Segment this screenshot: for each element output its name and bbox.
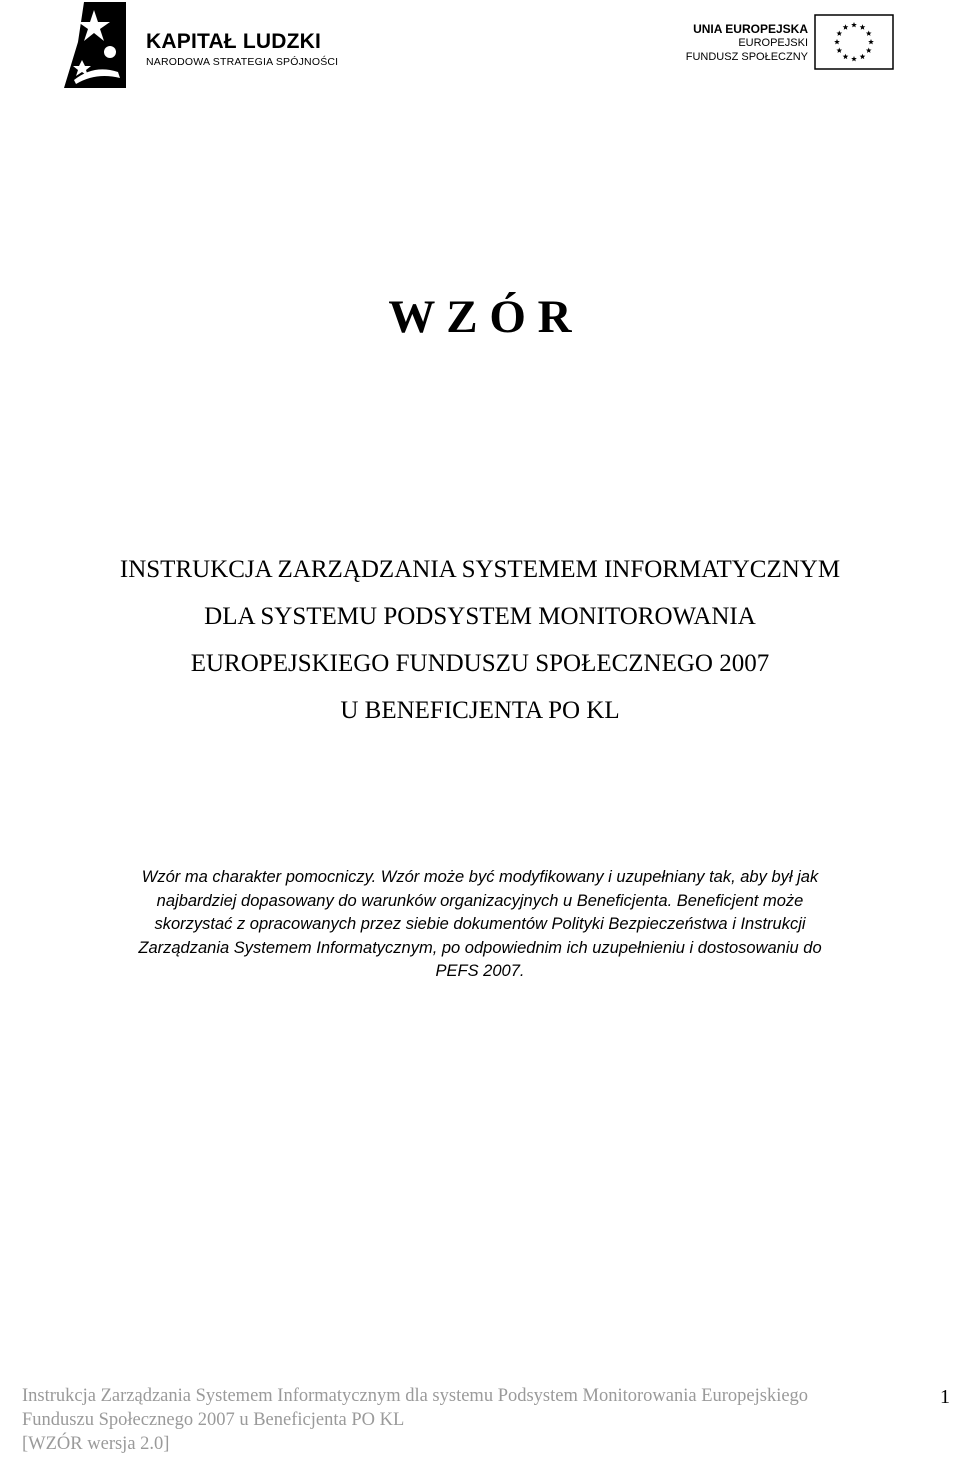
footer-line: Instrukcja Zarządzania Systemem Informatycznym dla systemu Podsystem Monitorowania Europejskiego	[22, 1386, 809, 1406]
note-line: PEFS 2007.	[435, 962, 525, 980]
page-footer	[22, 1384, 902, 1456]
main-title	[0, 546, 960, 734]
kapital-ludzki-logo-icon	[64, 2, 126, 88]
main-title-line: U BENEFICJENTA PO KL	[340, 697, 620, 724]
page-number: 1	[940, 1386, 950, 1408]
main-title-line: DLA SYSTEMU PODSYSTEM MONITOROWANIA	[204, 603, 756, 630]
note-line: skorzystać z opracowanych przez siebie dokumentów Polityki Bezpieczeństwa i Instrukcji	[154, 915, 806, 933]
note-paragraph	[24, 866, 936, 984]
eu-logo-line3: FUNDUSZ SPOŁECZNY	[685, 51, 808, 63]
note-line: Wzór ma charakter pomocniczy. Wzór może być modyfikowany i uzupełniany tak, aby był jak	[141, 868, 819, 886]
note-line: Zarządzania Systemem Informatycznym, po odpowiednim ich uzupełnieniu i dostosowaniu do	[138, 938, 822, 957]
eu-flag-icon	[814, 14, 894, 70]
document-title: W Z Ó R	[388, 291, 572, 343]
eu-logo-text	[686, 22, 808, 64]
kapital-ludzki-logo	[64, 2, 354, 90]
eu-logo-line2: EUROPEJSKI	[738, 37, 808, 49]
footer-line: Funduszu Społecznego 2007 u Beneficjenta PO KL	[22, 1410, 405, 1430]
eu-logo-line1: UNIA EUROPEJSKA	[693, 22, 808, 36]
kapital-ludzki-name: KAPITAŁ LUDZKI	[146, 30, 322, 53]
eu-efs-logo	[660, 14, 900, 76]
main-title-line: EUROPEJSKIEGO FUNDUSZU SPOŁECZNEGO 2007	[190, 650, 770, 677]
kapital-ludzki-subtitle: NARODOWA STRATEGIA SPÓJNOŚCI	[146, 56, 339, 68]
footer-line: [WZÓR wersja 2.0]	[22, 1434, 170, 1454]
note-line: najbardziej dopasowany do warunków organizacyjnych u Beneficjenta. Beneficjent może	[156, 891, 804, 910]
main-title-line: INSTRUKCJA ZARZĄDZANIA SYSTEMEM INFORMATYCZNYM	[119, 556, 841, 583]
